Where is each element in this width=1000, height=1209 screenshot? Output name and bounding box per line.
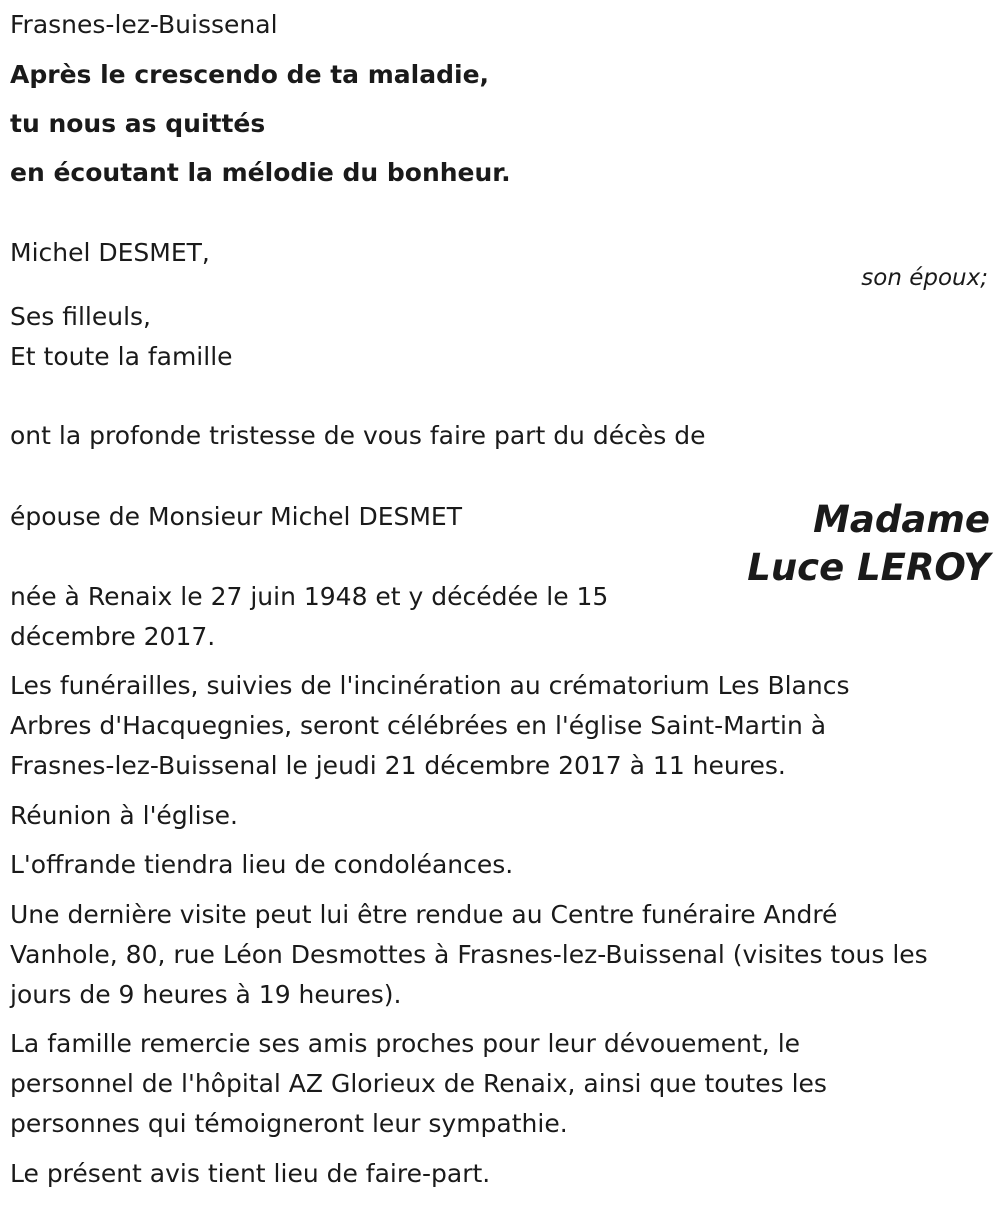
visit-line-3: jours de 9 heures à 19 heures). xyxy=(10,980,402,1009)
thanks-line-1: La famille remercie ses amis proches pour leur dévouement, le xyxy=(10,1029,801,1058)
thanks-line-3: personnes qui témoigneront leur sympathie. xyxy=(10,1109,568,1138)
location-heading: Frasnes-lez-Buissenal xyxy=(10,10,278,39)
funeral-line-3: Frasnes-lez-Buissenal le jeudi 21 décembre 2017 à 11 heures. xyxy=(10,751,786,780)
announcement-intro: ont la profonde tristesse de vous faire part du décès de xyxy=(10,421,706,450)
birth-death-line-2: décembre 2017. xyxy=(10,622,216,651)
birth-death-line-1: née à Renaix le 27 juin 1948 et y décédée le 15 xyxy=(10,582,609,611)
husband-relation: son époux; xyxy=(861,265,988,291)
husband-name: Michel DESMET, xyxy=(10,238,210,267)
poem-line-3: en écoutant la mélodie du bonheur. xyxy=(10,158,511,187)
deceased-name: Luce LEROY xyxy=(747,546,990,589)
obituary-notice xyxy=(10,0,990,1209)
poem-line-1: Après le crescendo de ta maladie, xyxy=(10,60,490,89)
notice-line: Le présent avis tient lieu de faire-part. xyxy=(10,1159,491,1188)
visit-line-2: Vanhole, 80, rue Léon Desmottes à Frasnes-lez-Buissenal (visites tous les xyxy=(10,940,928,969)
godchildren: Ses filleuls, xyxy=(10,302,152,331)
offering-note: L'offrande tiendra lieu de condoléances. xyxy=(10,850,514,879)
meeting-note: Réunion à l'église. xyxy=(10,801,238,830)
poem-line-2: tu nous as quittés xyxy=(10,109,266,138)
funeral-line-2: Arbres d'Hacquegnies, seront célébrées en l'église Saint-Martin à xyxy=(10,711,827,740)
deceased-title: Madame xyxy=(813,498,990,541)
spouse-of: épouse de Monsieur Michel DESMET xyxy=(10,502,463,531)
deceased-name-block xyxy=(747,496,990,592)
funeral-line-1: Les funérailles, suivies de l'incinération au crématorium Les Blancs xyxy=(10,671,850,700)
whole-family: Et toute la famille xyxy=(10,342,233,371)
thanks-line-2: personnel de l'hôpital AZ Glorieux de Renaix, ainsi que toutes les xyxy=(10,1069,827,1098)
visit-line-1: Une dernière visite peut lui être rendue au Centre funéraire André xyxy=(10,900,838,929)
